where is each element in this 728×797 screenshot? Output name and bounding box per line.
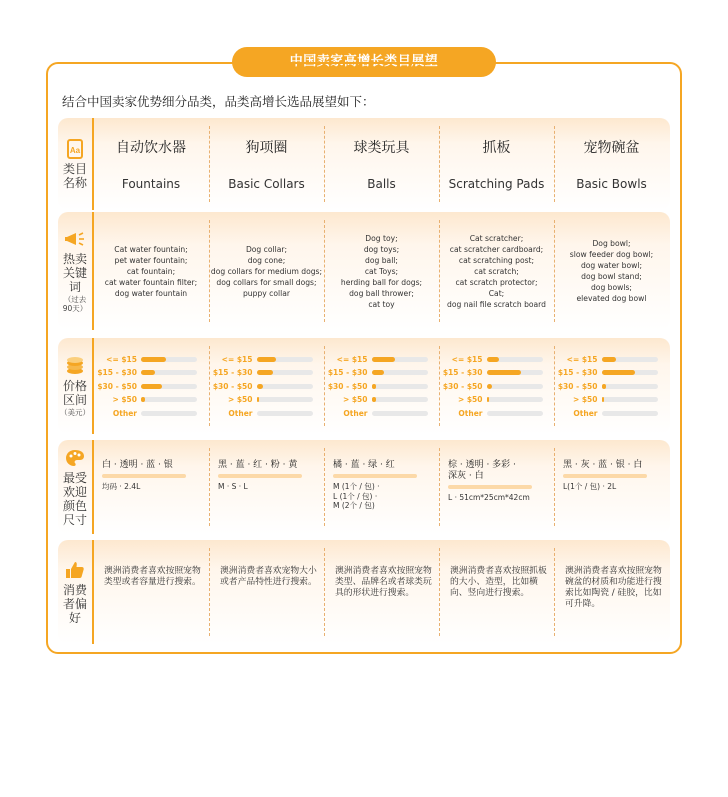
category-cell <box>324 126 438 202</box>
price-list <box>328 352 436 420</box>
price-row <box>443 379 551 393</box>
color-divider <box>218 474 302 478</box>
intro-text: 结合中国卖家优势细分品类，品类高增长选品展望如下： <box>62 94 375 109</box>
price-row <box>213 352 321 366</box>
price-row <box>97 379 205 393</box>
price-range-label: > $50 <box>227 395 253 404</box>
color-cell <box>324 448 438 526</box>
price-bar-fill <box>141 370 155 375</box>
price-list <box>97 352 205 420</box>
price-bar-track <box>141 357 197 362</box>
price-cell <box>554 346 668 426</box>
price-bar-fill <box>141 357 166 362</box>
price-row <box>213 366 321 380</box>
color-cell <box>554 448 668 526</box>
price-row <box>443 366 551 380</box>
color-divider <box>448 485 532 489</box>
color-divider <box>333 474 417 478</box>
price-bar-track <box>602 397 658 402</box>
keyword-list: Cat scratcher; cat scratcher cardboard; cat scratching post; cat scratch; cat scratch protector; Cat; dog nail file scratch board <box>447 233 546 309</box>
price-row <box>558 352 666 366</box>
price-bar-fill <box>487 357 499 362</box>
price-range-label: > $50 <box>572 395 598 404</box>
category-cell <box>209 126 323 202</box>
price-row <box>328 406 436 420</box>
price-range-label: $30 - $50 <box>212 381 253 391</box>
keyword-cell <box>324 220 438 322</box>
keyword-list: Cat water fountain; pet water fountain; cat fountain; cat water fountain filter; dog water fountain <box>104 244 198 298</box>
price-range-label: $15 - $30 <box>327 368 368 377</box>
megaphone-icon <box>64 229 86 249</box>
price-bar-track <box>602 370 658 375</box>
price-bar-track <box>487 357 543 362</box>
price-range-label: $30 - $50 <box>442 381 483 391</box>
color-list: 棕 · 透明 · 多彩 · 深灰 · 白 <box>448 460 516 481</box>
price-bar-track <box>141 411 197 416</box>
price-range-label: $15 - $30 <box>97 368 137 377</box>
keyword-cell <box>94 220 208 322</box>
price-bar-track <box>487 370 543 375</box>
price-bar-track <box>602 357 658 362</box>
price-range-label: <= $15 <box>221 354 253 364</box>
price-bar-track <box>141 370 197 375</box>
price-bar-track <box>372 397 428 402</box>
color-list: 白 · 透明 · 蓝 · 银 <box>102 460 173 470</box>
price-bar-track <box>372 357 428 362</box>
row-label-colors <box>58 440 94 534</box>
size-list: L(1个 / 包) · 2L <box>563 482 617 491</box>
color-cell <box>439 448 553 526</box>
price-row <box>97 393 205 407</box>
keyword-list: Dog toy; dog toys; dog ball; cat Toys; herding ball for dogs; dog ball thrower; cat toy <box>340 233 423 309</box>
price-row <box>97 406 205 420</box>
price-bar-track <box>487 411 543 416</box>
row-label-text: 最受欢迎颜色尺寸 <box>62 470 87 527</box>
row-label-category <box>58 118 94 210</box>
price-bar-fill <box>257 357 277 362</box>
row-label-text: 类目名称 <box>62 161 87 190</box>
price-list <box>443 352 551 420</box>
row-preference <box>58 540 670 644</box>
price-bar-fill <box>257 384 264 389</box>
keyword-cell <box>209 220 323 322</box>
preference-cell: 澳洲消费者喜欢按照宠物类型、品牌名或者球类玩具的形状进行搜索。 <box>324 548 438 636</box>
row-label-text: 热卖关键词 <box>62 252 87 294</box>
price-range-label: $15 - $30 <box>442 368 483 377</box>
price-bar-fill <box>372 357 396 362</box>
size-list: M · S · L <box>218 482 248 491</box>
category-en: Fountains <box>121 177 181 191</box>
price-range-label: Other <box>458 408 483 418</box>
row-label-sub: （美元） <box>60 407 90 417</box>
price-range-label: Other <box>112 408 137 418</box>
preference-cell: 澳洲消费者喜欢按照抓板的大小、造型，比如横向、竖向进行搜索。 <box>439 548 553 636</box>
price-bar-track <box>257 384 313 389</box>
size-list: L · 51cm*25cm*42cm <box>448 493 530 502</box>
category-en: Scratching Pads <box>448 177 545 191</box>
price-bar-track <box>257 411 313 416</box>
price-range-label: <= $15 <box>566 354 598 364</box>
row-label-preference <box>58 540 94 644</box>
size-list: M (1个 / 包) · L (1个 / 包) · M (2个 / 包) <box>333 482 380 510</box>
price-cell <box>94 346 208 426</box>
preference-cell: 澳洲消费者喜欢按照宠物类型或者容量进行搜索。 <box>104 566 201 587</box>
price-range-label: <= $15 <box>336 354 368 364</box>
color-list: 橘 · 蓝 · 绿 · 红 <box>333 460 395 470</box>
row-price <box>58 338 670 434</box>
price-range-label: <= $15 <box>451 354 483 364</box>
row-label-text: 消费者偏好 <box>62 582 87 625</box>
price-row <box>97 366 205 380</box>
row-label-sub: （过去90天） <box>62 295 88 313</box>
color-divider <box>102 474 186 478</box>
category-cn: 自动饮水器 <box>116 140 186 156</box>
price-bar-fill <box>141 384 162 389</box>
price-row <box>558 379 666 393</box>
coins-icon <box>64 356 86 376</box>
price-cell <box>324 346 438 426</box>
price-bar-fill <box>602 357 617 362</box>
document-aa-icon <box>64 139 86 159</box>
price-bar-track <box>141 384 197 389</box>
price-bar-fill <box>257 397 259 402</box>
keyword-list: Dog bowl; slow feeder dog bowl; dog water bowl; dog bowl stand; dog bowls; elevated dog bowl <box>569 239 654 303</box>
keyword-cell <box>554 220 668 322</box>
price-bar-fill <box>602 370 636 375</box>
price-bar-track <box>372 370 428 375</box>
row-keywords <box>58 212 670 330</box>
price-row <box>443 406 551 420</box>
price-row <box>328 352 436 366</box>
thumbs-up-icon <box>64 560 86 580</box>
category-cell <box>554 126 668 202</box>
price-bar-track <box>257 357 313 362</box>
category-en: Basic Collars <box>228 177 305 191</box>
price-range-label: Other <box>573 408 598 418</box>
price-bar-fill <box>487 397 489 402</box>
keyword-cell <box>439 220 553 322</box>
price-bar-fill <box>602 384 606 389</box>
price-bar-fill <box>487 370 522 375</box>
color-cell <box>94 448 208 526</box>
price-range-label: $15 - $30 <box>212 368 253 377</box>
color-divider <box>563 474 647 478</box>
price-bar-track <box>372 411 428 416</box>
price-range-label: > $50 <box>457 395 483 404</box>
category-cn: 球类玩具 <box>353 140 410 156</box>
price-row <box>328 366 436 380</box>
preference-cell: 澳洲消费者喜欢按照宠物碗盆的材质和功能进行搜索比如陶瓷 / 硅胶，比如可升降。 <box>554 548 668 636</box>
page-title: 中国卖家高增长类目展望 <box>232 47 496 77</box>
price-bar-fill <box>372 370 384 375</box>
price-bar-track <box>257 370 313 375</box>
svg-text:Aa: Aa <box>69 145 81 155</box>
price-range-label: $15 - $30 <box>557 368 598 377</box>
color-list: 黑 · 灰 · 蓝 · 银 · 白 <box>563 460 643 470</box>
price-range-label: $30 - $50 <box>97 381 137 391</box>
price-bar-track <box>602 411 658 416</box>
row-colors <box>58 440 670 534</box>
price-bar-track <box>487 384 543 389</box>
price-range-label: > $50 <box>112 395 137 404</box>
price-bar-track <box>141 397 197 402</box>
row-category <box>58 118 670 210</box>
price-row <box>558 393 666 407</box>
price-row <box>97 352 205 366</box>
category-cn: 宠物碗盆 <box>583 140 640 156</box>
price-bar-fill <box>487 384 493 389</box>
price-row <box>558 366 666 380</box>
price-bar-track <box>257 397 313 402</box>
row-label-price <box>58 338 94 434</box>
price-bar-fill <box>372 384 376 389</box>
price-range-label: <= $15 <box>106 354 137 364</box>
price-row <box>213 393 321 407</box>
price-range-label: Other <box>343 408 368 418</box>
price-row <box>558 406 666 420</box>
row-label-keywords <box>58 212 94 330</box>
row-label-text: 价格区间 <box>62 378 87 407</box>
category-cell <box>439 126 553 202</box>
price-cell <box>209 346 323 426</box>
price-list <box>213 352 321 420</box>
price-bar-track <box>487 397 543 402</box>
category-en: Basic Bowls <box>576 177 647 191</box>
keyword-list: Dog collar; dog cone; dog collars for medium dogs; dog collars for small dogs; puppy collar <box>210 244 323 298</box>
price-bar-track <box>602 384 658 389</box>
color-cell <box>209 448 323 526</box>
price-range-label: Other <box>228 408 253 418</box>
price-row <box>328 379 436 393</box>
category-cn: 狗项圈 <box>245 140 288 156</box>
price-row <box>443 352 551 366</box>
price-range-label: > $50 <box>342 395 368 404</box>
color-list: 黑 · 蓝 · 红 · 粉 · 黄 <box>218 460 298 470</box>
price-row <box>443 393 551 407</box>
price-bar-fill <box>257 370 274 375</box>
price-bar-fill <box>141 397 145 402</box>
size-list: 均码 · 2.4L <box>102 482 141 491</box>
price-row <box>213 379 321 393</box>
preference-cell: 澳洲消费者喜欢宠物大小或者产品特性进行搜索。 <box>209 548 323 636</box>
price-bar-track <box>372 384 428 389</box>
price-bar-fill <box>602 397 604 402</box>
price-row <box>328 393 436 407</box>
price-list <box>558 352 666 420</box>
category-cn: 抓板 <box>482 140 511 156</box>
palette-icon <box>64 448 86 468</box>
price-cell <box>439 346 553 426</box>
category-en: Balls <box>367 177 396 191</box>
price-row <box>213 406 321 420</box>
price-range-label: $30 - $50 <box>327 381 368 391</box>
price-bar-fill <box>372 397 376 402</box>
category-cell <box>94 126 208 202</box>
price-range-label: $30 - $50 <box>557 381 598 391</box>
